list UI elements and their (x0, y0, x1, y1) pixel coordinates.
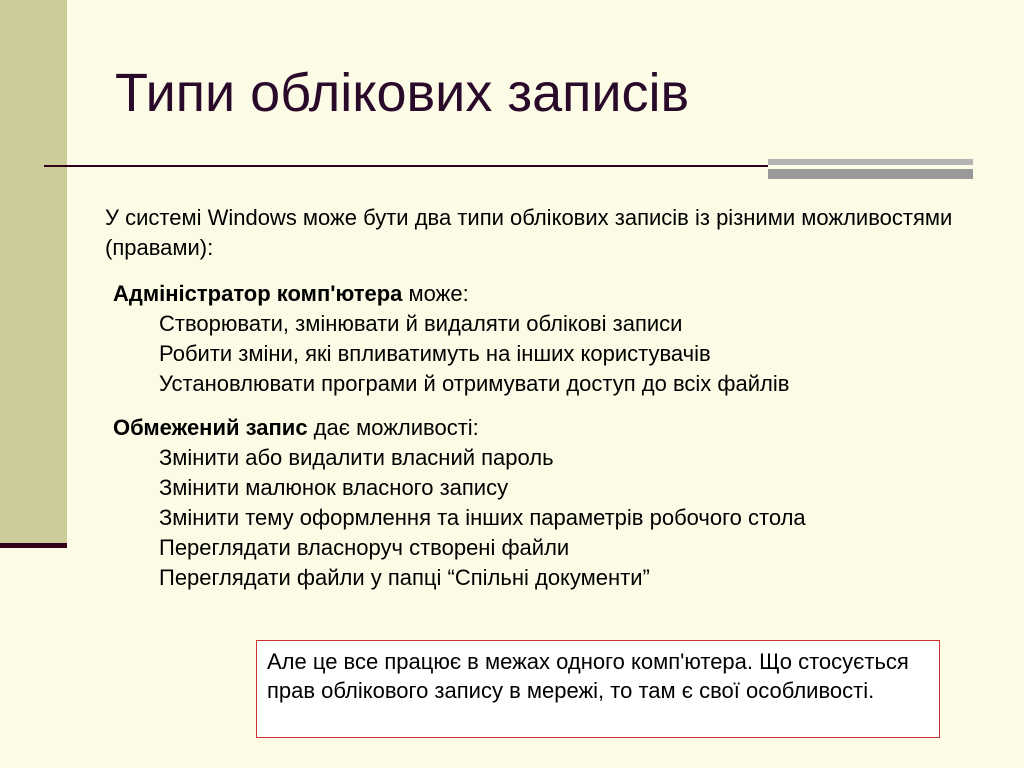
list-item: Змінити малюнок власного запису (159, 475, 509, 500)
list-item: Змінити тему оформлення та інших параметрів робочого стола (159, 505, 806, 530)
section-heading-bold: Обмежений запис (113, 415, 308, 440)
section-items (113, 443, 955, 593)
list-item: Змінити або видалити власний пароль (159, 445, 554, 470)
list-item: Переглядати файли у папці “Спільні документи” (159, 565, 650, 590)
section-items (113, 309, 955, 399)
list-item: Установлювати програми й отримувати доступ до всіх файлів (159, 371, 790, 396)
accent-bar-top (768, 159, 973, 165)
left-band-divider (0, 543, 67, 548)
section-heading-rest: може: (402, 281, 469, 306)
intro-paragraph: У системі Windows може бути два типи облікових записів із різними можливостями (правами): (105, 205, 953, 260)
section-heading-bold: Адміністратор комп'ютера (113, 281, 403, 306)
accent-bar-bottom (768, 169, 973, 179)
section-limited (113, 413, 955, 593)
title-divider (44, 165, 768, 167)
slide-content (105, 203, 955, 607)
section-administrator (113, 279, 955, 399)
list-item: Переглядати власноруч створені файли (159, 535, 570, 560)
list-item: Робити зміни, які впливатимуть на інших користувачів (159, 341, 711, 366)
section-heading (113, 413, 955, 443)
section-heading-rest: дає можливості: (307, 415, 479, 440)
section-heading (113, 279, 955, 309)
slide-title: Типи облікових записів (115, 63, 690, 123)
left-decorative-band (0, 0, 67, 546)
list-item: Створювати, змінювати й видаляти облікові записи (159, 311, 683, 336)
note-box: Але це все працює в межах одного комп'ютера. Що стосується прав облікового запису в мережі, то там є свої особливості. (256, 640, 940, 738)
